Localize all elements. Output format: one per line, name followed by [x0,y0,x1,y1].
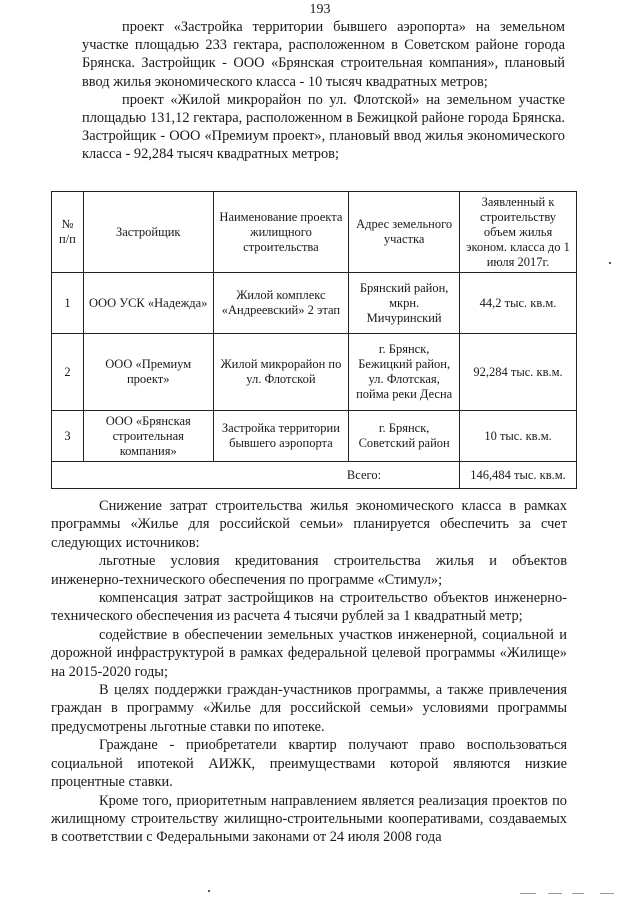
table-row [52,411,577,462]
body-paragraph: В целях поддержки граждан-участников программы, а также привлечения граждан в программу «Жилье для российской семьи» условиями программы предусмотрены льготные ставки по ипотеке. [51,682,567,735]
cell-project: Застройка территории бывшего аэропорта [213,411,349,462]
cell-developer: ООО УСК «Надежда» [83,273,213,334]
cell-num: 2 [52,334,84,411]
body-paragraph: Кроме того, приоритетным направлением является реализация проектов по жилищному строительству жилищно-строительными кооперативами, создаваемых в соответствии с Федеральными законами от 24 июля 2008 года [51,792,567,846]
cell-volume: 44,2 тыс. кв.м. [460,273,577,334]
intro-paragraph: проект «Застройка территории бывшего аэропорта» на земельном участке площадью 233 гектара, расположенном в Советском районе города Брянска. Застройщик - ООО «Брянская строительная компания», плановый ввод жилья экономического класса - 10 тысяч квадратных метров; [82,19,565,90]
cell-developer: ООО «Брянская строительная компания» [83,411,213,462]
cell-address: Брянский район, мкрн. Мичуринский [349,273,460,334]
cell-address: г. Брянск, Советский район [349,411,460,462]
table-row [52,334,577,411]
table-row [52,273,577,334]
scan-edge-mark [548,893,562,894]
total-label: Всего: [52,462,460,489]
body-paragraph: Снижение затрат строительства жилья экономического класса в рамках программы «Жилье для российской семьи» планируется обеспечить за счет следующих источников: [51,498,567,551]
page-number: 193 [309,2,331,17]
header-address: Адрес земельного участка [349,192,460,273]
table-total-row [52,462,577,489]
cell-volume: 10 тыс. кв.м. [460,411,577,462]
body-paragraph: компенсация затрат застройщиков на строительство объектов инженерно-технического обеспечения из расчета 4 тысячи рублей за 1 квадратный метр; [51,590,567,625]
intro-text [82,18,565,164]
intro-paragraph: проект «Жилой микрорайон по ул. Флотской» на земельном участке площадью 131,12 гектара, расположенном в Бежицкой районе города Брянска. Застройщик - ООО «Премиум проект», плановый ввод жилья экономического класса - 92,284 тысяч квадратных метров; [82,91,565,163]
table-header-row [52,192,577,273]
header-num: № п/п [52,192,84,273]
scan-speck [609,262,611,264]
body-text [51,497,567,847]
body-paragraph: льготные условия кредитования строительства жилья и объектов инженерно-технического обеспечения по программе «Стимул»; [51,553,567,588]
scan-edge-mark [520,893,536,894]
header-developer: Застройщик [83,192,213,273]
scan-edge-mark [572,893,584,894]
cell-project: Жилой микрорайон по ул. Флотской [213,334,349,411]
cell-num: 1 [52,273,84,334]
body-paragraph: Граждане - приобретатели квартир получают право воспользоваться социальной ипотекой АИЖК, преимуществами которой являются низкие процентные ставки. [51,737,567,791]
cell-address: г. Брянск, Бежицкий район, ул. Флотская, пойма реки Десна [349,334,460,411]
cell-project: Жилой комплекс «Андреевский» 2 этап [213,273,349,334]
developers-table [51,191,577,489]
header-volume: Заявленный к строительству объем жилья эконом. класса до 1 июля 2017г. [460,192,577,273]
body-paragraph: содействие в обеспечении земельных участков инженерной, социальной и дорожной инфраструктурой в рамках федеральной целевой программы «Жилище» на 2015-2020 годы; [51,626,567,680]
total-value: 146,484 тыс. кв.м. [460,462,577,489]
scan-edge-mark [600,893,614,894]
cell-volume: 92,284 тыс. кв.м. [460,334,577,411]
cell-developer: ООО «Премиум проект» [83,334,213,411]
cell-num: 3 [52,411,84,462]
header-project: Наименование проекта жилищного строительства [213,192,349,273]
scan-speck [208,890,210,892]
